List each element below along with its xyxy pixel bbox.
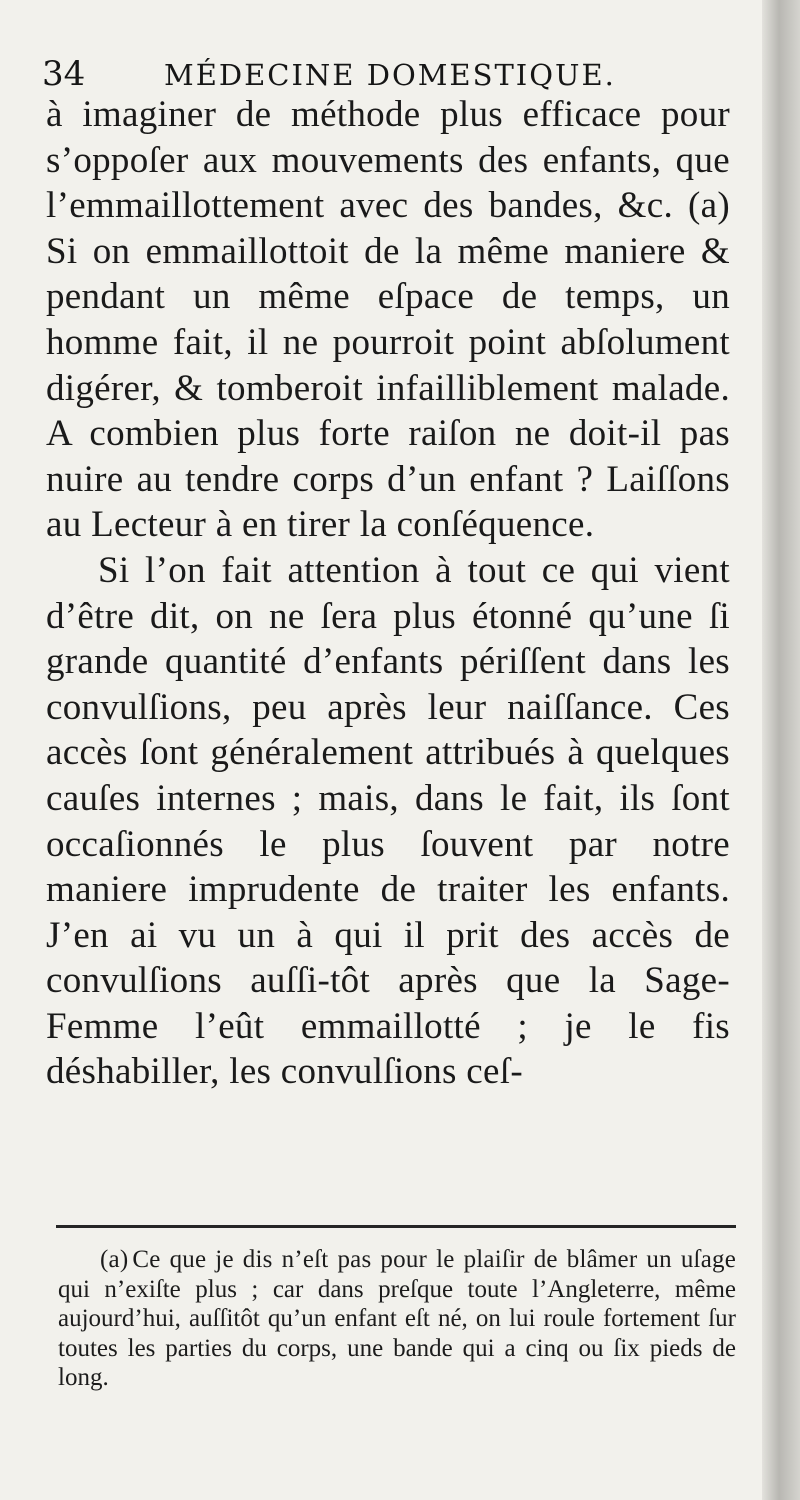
page-edge-shadow [762, 0, 800, 1500]
main-text [46, 92, 730, 1095]
footnote-divider [56, 1225, 736, 1228]
paragraph: Si l’on fait attention à tout ce qui vient d’être dit, on ne ſera plus étonné qu’une ſi grande quantité d’enfants périſſent dans les convulſions, peu après leur naiſſance. Ces accès ſont généralement attribués à quelques cauſes internes ; mais, dans le fait, ils ſont occaſionnés le plus ſouvent par notre maniere imprudente de traiter les enfants. J’en ai vu un à qui il prit des accès de convulſions auſſi-tôt après que la Sage-Femme l’eût emmaillotté ; je le fis déshabiller, les convulſions ceſ- [46, 549, 730, 1093]
footnote [58, 1245, 736, 1393]
page-header [42, 52, 742, 96]
footnote-label: (a) [100, 1246, 129, 1273]
page-number: 34 [42, 54, 86, 94]
running-title: MÉDECINE DOMESTIQUE. [164, 58, 616, 92]
footnote-text: Ce que je dis n’eſt pas pour le plaiſir de blâmer un uſage qui n’exiſte plus ; car dans preſque toute l’Angleterre, même aujourd’hui, auſſitôt qu’un enfant eſt né, on lui roule fortement ſur toutes les parties du corps, une bande qui a cinq ou ſix pieds de long. [58, 1246, 736, 1392]
paragraph: à imaginer de méthode plus efficace pour s’oppoſer aux mouvements des enfants, que l’emmaillottement avec des bandes, &c. (a) Si on emmaillottoit de la même maniere & pendant un même eſpace de temps, un homme fait, il ne pourroit point abſolument digérer, & tomberoit infailliblement malade. A combien plus forte raiſon ne doit-il pas nuire au tendre corps d’un enfant ? Laiſſons au Lecteur à en tirer la conſéquence. [46, 94, 730, 546]
footnote-content [58, 1245, 736, 1393]
